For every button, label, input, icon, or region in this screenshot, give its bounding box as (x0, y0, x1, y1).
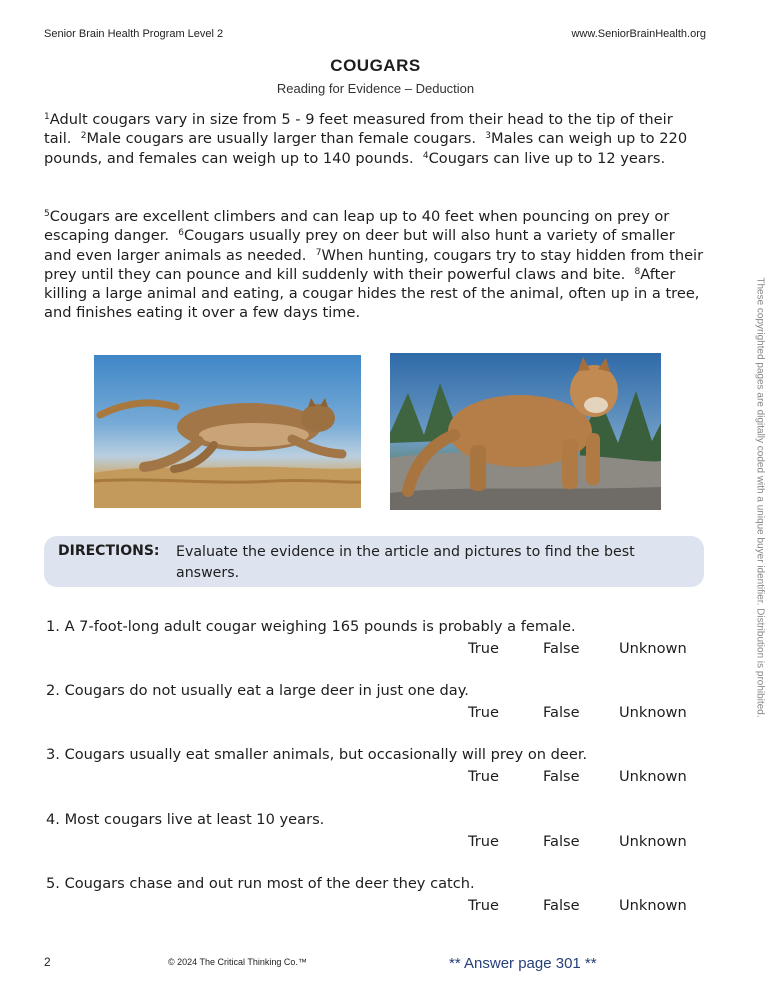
answer-option-unknown[interactable]: Unknown (619, 833, 687, 850)
question-text: 2. Cougars do not usually eat a large deer in just one day. (46, 682, 469, 699)
page-title: COUGARS (330, 56, 421, 75)
header-website: www.SeniorBrainHealth.org (571, 28, 706, 40)
sentence-number: 2 (80, 131, 87, 142)
sentence-number: 3 (485, 131, 492, 142)
article-paragraph-2 (44, 207, 704, 323)
sentence: When hunting, cougars try to stay hidden from their prey until they can pounce and kill suddenly with their powerful claws and bite. (44, 246, 704, 283)
page-subtitle: Reading for Evidence – Deduction (276, 81, 475, 96)
answer-option-true[interactable]: True (468, 704, 499, 721)
answer-option-true[interactable]: True (468, 768, 499, 785)
sentence-number: 8 (634, 266, 641, 277)
sentence: Cougars usually prey on deer but will also hunt a variety of smaller and even larger animals as needed. (44, 227, 675, 264)
directions-text: Evaluate the evidence in the article and pictures to find the best answers. (176, 544, 635, 581)
leaping-cougar-photo (94, 355, 361, 508)
sentence: Cougars can live up to 12 years. (428, 149, 666, 167)
article-paragraph-1 (44, 110, 704, 168)
directions-box (44, 536, 704, 587)
sentence: Adult cougars vary in size from 5 - 9 feet measured from their head to the tip of their tail. (44, 111, 673, 148)
sentence-number: 6 (178, 228, 185, 239)
question-text: 4. Most cougars live at least 10 years. (46, 811, 325, 828)
answer-option-false[interactable]: False (543, 897, 580, 914)
leaping-cougar-illustration (94, 355, 361, 508)
page-number: 2 (44, 955, 51, 969)
answer-option-false[interactable]: False (543, 704, 580, 721)
sentence-number: 4 (422, 150, 429, 161)
answer-option-unknown[interactable]: Unknown (619, 768, 687, 785)
answer-option-unknown[interactable]: Unknown (619, 704, 687, 721)
answer-page-reference: ** Answer page 301 ** (449, 955, 597, 972)
sentence: Males can weigh up to 220 pounds, and females can weigh up to 140 pounds. (44, 130, 688, 167)
sentence-number: 7 (315, 247, 322, 258)
footer-copyright: © 2024 The Critical Thinking Co.™ (168, 957, 307, 967)
answer-option-true[interactable]: True (468, 833, 499, 850)
answer-option-unknown[interactable]: Unknown (619, 640, 687, 657)
header-program-title: Senior Brain Health Program Level 2 (44, 28, 224, 40)
answer-option-true[interactable]: True (468, 640, 499, 657)
answer-option-false[interactable]: False (543, 833, 580, 850)
sentence: Cougars are excellent climbers and can leap up to 40 feet when pouncing on prey or escaping danger. (44, 208, 670, 245)
side-note-text: These copyrighted pages are digitally coded with a unique buyer identifier. Distribution is prohibited. (754, 277, 766, 718)
sentence: Male cougars are usually larger than female cougars. (86, 130, 476, 148)
answer-option-unknown[interactable]: Unknown (619, 897, 687, 914)
sentence-number: 1 (44, 112, 50, 122)
sentence: After killing a large animal and eating, a cougar hides the rest of the animal, often up in a tree, and finishes eating it over a few days time. (44, 265, 700, 322)
question-text: 1. A 7-foot-long adult cougar weighing 165 pounds is probably a female. (46, 618, 576, 635)
standing-cougar-photo (390, 353, 661, 510)
directions-label: DIRECTIONS: (58, 543, 160, 559)
sentence-number: 5 (44, 209, 50, 219)
answer-option-true[interactable]: True (468, 897, 499, 914)
question-text: 5. Cougars chase and out run most of the deer they catch. (46, 875, 475, 892)
question-text: 3. Cougars usually eat smaller animals, but occasionally will prey on deer. (46, 746, 588, 763)
answer-option-false[interactable]: False (543, 640, 580, 657)
answer-option-false[interactable]: False (543, 768, 580, 785)
standing-cougar-illustration (390, 353, 661, 510)
